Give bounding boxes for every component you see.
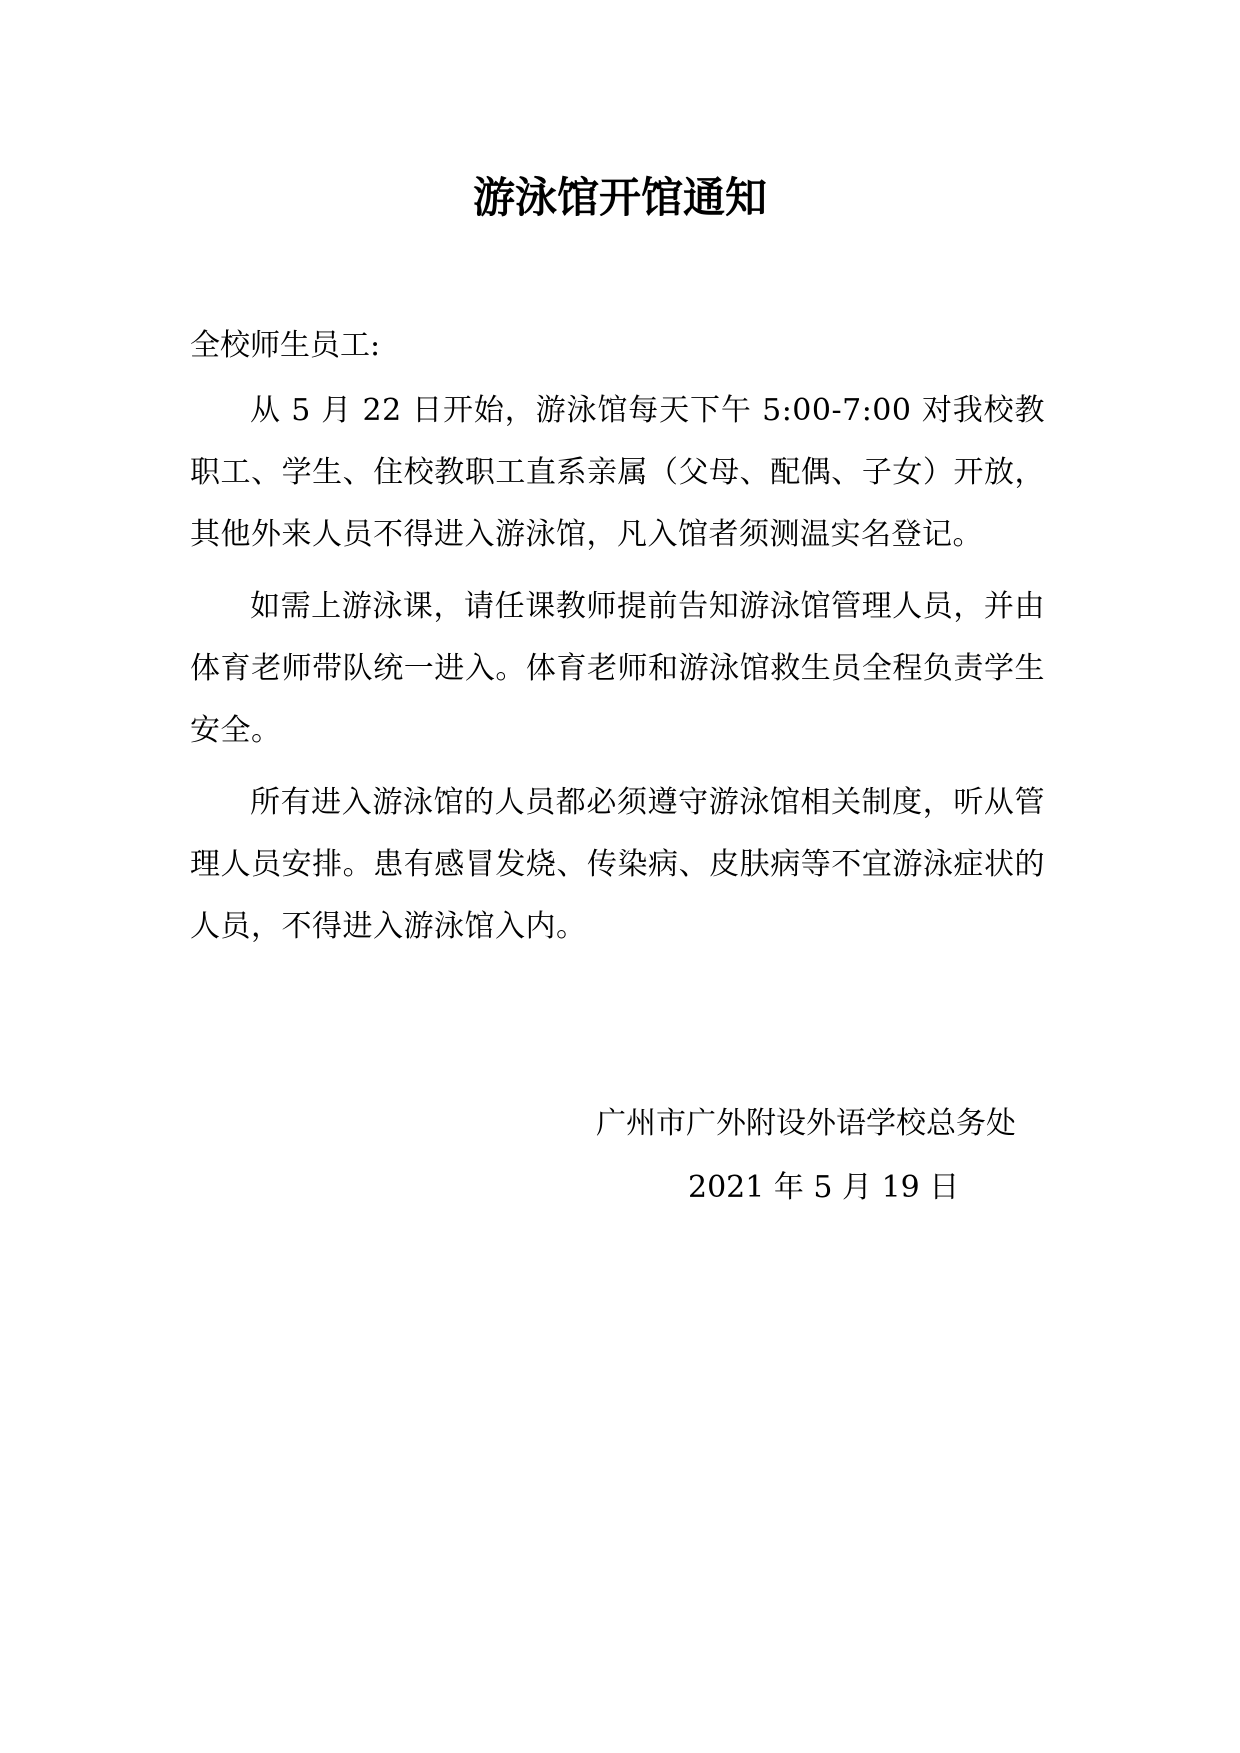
notice-paragraph-rules: 所有进入游泳馆的人员都必须遵守游泳馆相关制度，听从管理人员安排。患有感冒发烧、传染病、皮肤病等不宜游泳症状的人员，不得进入游泳馆入内。 <box>190 785 1045 944</box>
signature-date: 2021 年 5 月 19 日 <box>688 1170 960 1205</box>
signature-organization: 广州市广外附设外语学校总务处 <box>596 1106 1016 1141</box>
notice-greeting: 全校师生员工: <box>190 328 381 363</box>
notice-title: 游泳馆开馆通知 <box>472 173 767 222</box>
notice-paragraph-swimming-class: 如需上游泳课，请任课教师提前告知游泳馆管理人员，并由体育老师带队统一进入。体育老师和游泳馆救生员全程负责学生安全。 <box>190 589 1045 748</box>
notice-paragraph-opening-hours: 从 5 月 22 日开始，游泳馆每天下午 5:00-7:00 对我校教职工、学生、住校教职工直系亲属（父母、配偶、子女）开放，其他外来人员不得进入游泳馆，凡入馆者须测温实名登记。 <box>190 393 1045 552</box>
